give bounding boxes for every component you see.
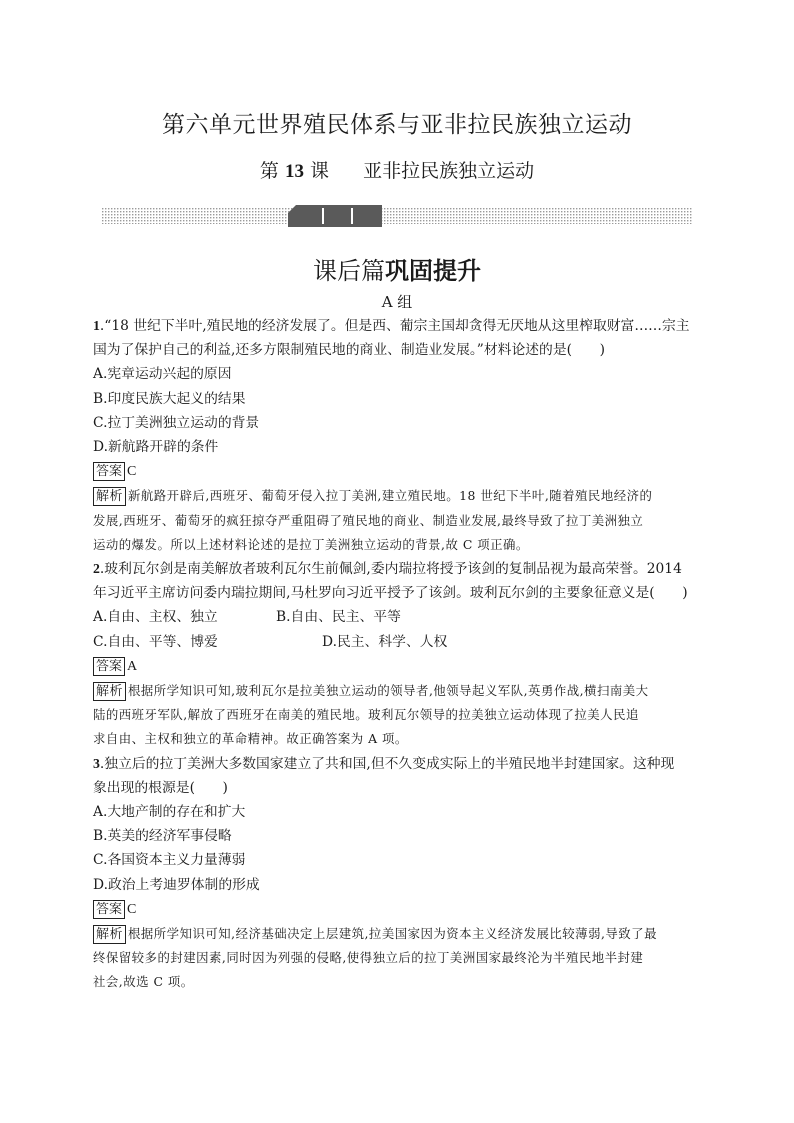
answer-value: C [127,901,137,917]
answer-tag: 答案 [93,462,125,481]
section-heading-light: 课后篇 [313,257,385,285]
answer-row [93,897,701,922]
option-d[interactable]: D.民主、科学、人权 [322,633,448,650]
analysis-line: 运动的爆发。所以上述材料论述的是拉丁美洲独立运动的背景,故 C 项正确。 [93,536,529,552]
answer-tag: 答案 [93,657,125,676]
question-stem-line: 年习近平主席访问委内瑞拉期间,马杜罗向习近平授予了该剑。玻利瓦尔剑的主要象征意义是( ) [93,585,688,602]
analysis-line: 陆的西班牙军队,解放了西班牙在南美的殖民地。玻利瓦尔领导的拉美独立运动体现了拉美人民追 [93,707,639,723]
question-stem-line: 3.独立后的拉丁美洲大多数国家建立了共和国,但不久变成实际上的半殖民地半封建国家。这种现 [93,755,675,772]
answer-row [93,459,701,484]
question-number: 2 [93,561,100,577]
section-divider-graphic [102,205,692,227]
option-a[interactable]: A.自由、主权、独立 [93,609,218,626]
option-d[interactable]: D.新航路开辟的条件 [93,439,219,456]
lesson-prefix: 第 [259,160,279,182]
section-heading-bold: 巩固提升 [385,256,481,285]
option-b[interactable]: B.英美的经济军事侵略 [93,828,232,845]
analysis-line: 发展,西班牙、葡萄牙的疯狂掠夺严重阻碍了殖民地的商业、制造业发展,最终导致了拉丁美洲独立 [93,512,644,528]
section-heading [0,251,794,286]
question-2 [93,557,701,752]
answer-value: A [127,658,138,674]
question-stem-line: 2.玻利瓦尔剑是南美解放者玻利瓦尔生前佩剑,委内瑞拉将授予该剑的复制品视为最高荣誉。2014 [93,561,682,578]
option-a[interactable]: A.大地产制的存在和扩大 [93,804,246,821]
question-3 [93,752,701,995]
option-b[interactable]: B.自由、民主、平等 [276,609,401,626]
question-number: 1 [93,318,100,333]
option-a[interactable]: A.宪章运动兴起的原因 [93,366,232,383]
analysis-line: 社会,故选 C 项。 [93,974,194,990]
group-label: A 组 [381,293,413,311]
option-b[interactable]: B.印度民族大起义的结果 [93,390,246,407]
option-c[interactable]: C.拉丁美洲独立运动的背景 [93,414,260,431]
option-row [93,605,701,629]
answer-tag: 答案 [93,900,125,919]
analysis-line: 解析 根据所学知识可知,玻利瓦尔是拉美独立运动的领导者,他领导起义军队,英勇作战,横扫南美大 [93,679,701,703]
question-stem-line: 1.“18 世纪下半叶,殖民地的经济发展了。但是西、葡宗主国却贪得无厌地从这里榨取财富……宗主 [93,318,690,334]
unit-title: 第六单元世界殖民体系与亚非拉民族独立运动 [162,112,632,138]
question-stem-line: 象出现的根源是( ) [93,779,228,796]
answer-row [93,654,701,679]
analysis-line: 解析 根据所学知识可知,经济基础决定上层建筑,拉美国家因为资本主义经济发展比较薄弱,导致了最 [93,922,701,946]
option-row [93,630,701,654]
lesson-name: 亚非拉民族独立运动 [363,160,535,182]
question-1 [93,314,701,557]
lesson-number: 13 [284,161,304,182]
option-c[interactable]: C.各国资本主义力量薄弱 [93,852,246,869]
option-d[interactable]: D.政治上考迪罗体制的形成 [93,876,260,893]
analysis-line: 终保留较多的封建因素,同时因为列强的侵略,使得独立后的拉丁美洲国家最终沦为半殖民地半封建 [93,950,644,966]
question-stem-line: 国为了保护自己的利益,还多方限制殖民地的商业、制造业发展。”材料论述的是( ) [93,342,605,359]
question-number: 3 [93,755,100,771]
analysis-tag: 解析 [93,682,126,701]
lesson-title [0,156,794,183]
answer-value: C [127,464,137,480]
option-c[interactable]: C.自由、平等、博爱 [93,633,218,650]
analysis-tag: 解析 [93,487,126,506]
question-list [93,314,701,995]
analysis-tag: 解析 [93,925,126,944]
analysis-line: 求自由、主权和独立的革命精神。故正确答案为 A 项。 [93,731,408,747]
analysis-line: 解析 新航路开辟后,西班牙、葡萄牙侵入拉丁美洲,建立殖民地。18 世纪下半叶,随着殖民地经济的 [93,484,701,508]
lesson-suffix: 课 [309,160,329,182]
